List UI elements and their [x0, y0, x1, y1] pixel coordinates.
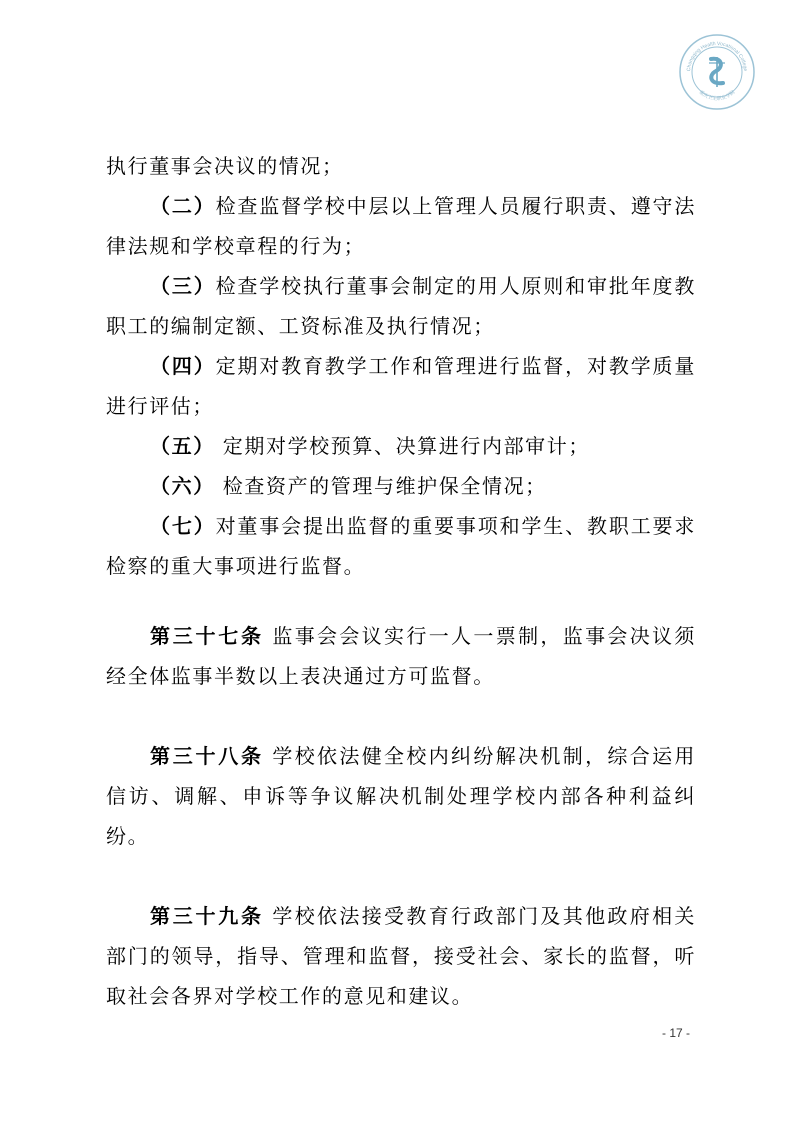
item-label: （三）	[150, 274, 216, 298]
seal-ring-text-top: Chongqing Health Vocational College	[685, 40, 749, 72]
article-39	[106, 896, 696, 1016]
list-item	[106, 466, 696, 506]
item-label: （七）	[150, 514, 216, 538]
list-item	[106, 346, 696, 426]
article-title: 第三十七条	[150, 624, 264, 648]
article-text: 监事会会议实行一人一票制，监事会决议须经全体监事半数以上表决通过方可监督。	[106, 624, 697, 688]
intro-text: 执行董事会决议的情况；	[106, 154, 344, 178]
article-text: 学校依法健全校内纠纷解决机制，综合运用信访、调解、申诉等争议解决机制处理学校内部各种利益纠纷。	[106, 744, 697, 848]
item-label: （五）	[150, 434, 215, 458]
seal-ring-text-bottom: 重庆卫生职业学院	[697, 89, 737, 103]
article-text: 学校依法接受教育行政部门及其他政府相关部门的领导，指导、管理和监督，接受社会、家长的监督，听取社会各界对学校工作的意见和建议。	[106, 904, 697, 1008]
item-text: 对董事会提出监督的重要事项和学生、教职工要求检察的重大事项进行监督。	[106, 514, 696, 578]
list-item	[106, 426, 696, 466]
list-item	[106, 266, 696, 346]
item-label: （六）	[150, 474, 215, 498]
item-text: 检查学校执行董事会制定的用人原则和审批年度教职工的编制定额、工资标准及执行情况；	[106, 274, 696, 338]
article-37	[106, 616, 696, 696]
article-38	[106, 736, 696, 856]
page-number: - 17 -	[662, 1026, 691, 1040]
article-title: 第三十九条	[150, 904, 264, 928]
svg-text:重庆卫生职业学院	[698, 89, 737, 103]
intro-line	[106, 146, 696, 186]
item-text: 检查资产的管理与维护保全情况；	[214, 474, 547, 498]
item-text: 检查监督学校中层以上管理人员履行职责、遵守法律法规和学校章程的行为；	[106, 194, 696, 258]
article-title: 第三十八条	[150, 744, 264, 768]
list-item	[106, 506, 696, 586]
item-text: 定期对教育教学工作和管理进行监督，对教学质量进行评估；	[106, 354, 696, 418]
document-body	[106, 146, 696, 1016]
item-label: （二）	[150, 194, 216, 218]
school-seal-logo	[678, 33, 756, 111]
seal-icon	[678, 33, 756, 111]
item-label: （四）	[150, 354, 216, 378]
item-text: 定期对学校预算、决算进行内部审计；	[214, 434, 590, 458]
list-item	[106, 186, 696, 266]
